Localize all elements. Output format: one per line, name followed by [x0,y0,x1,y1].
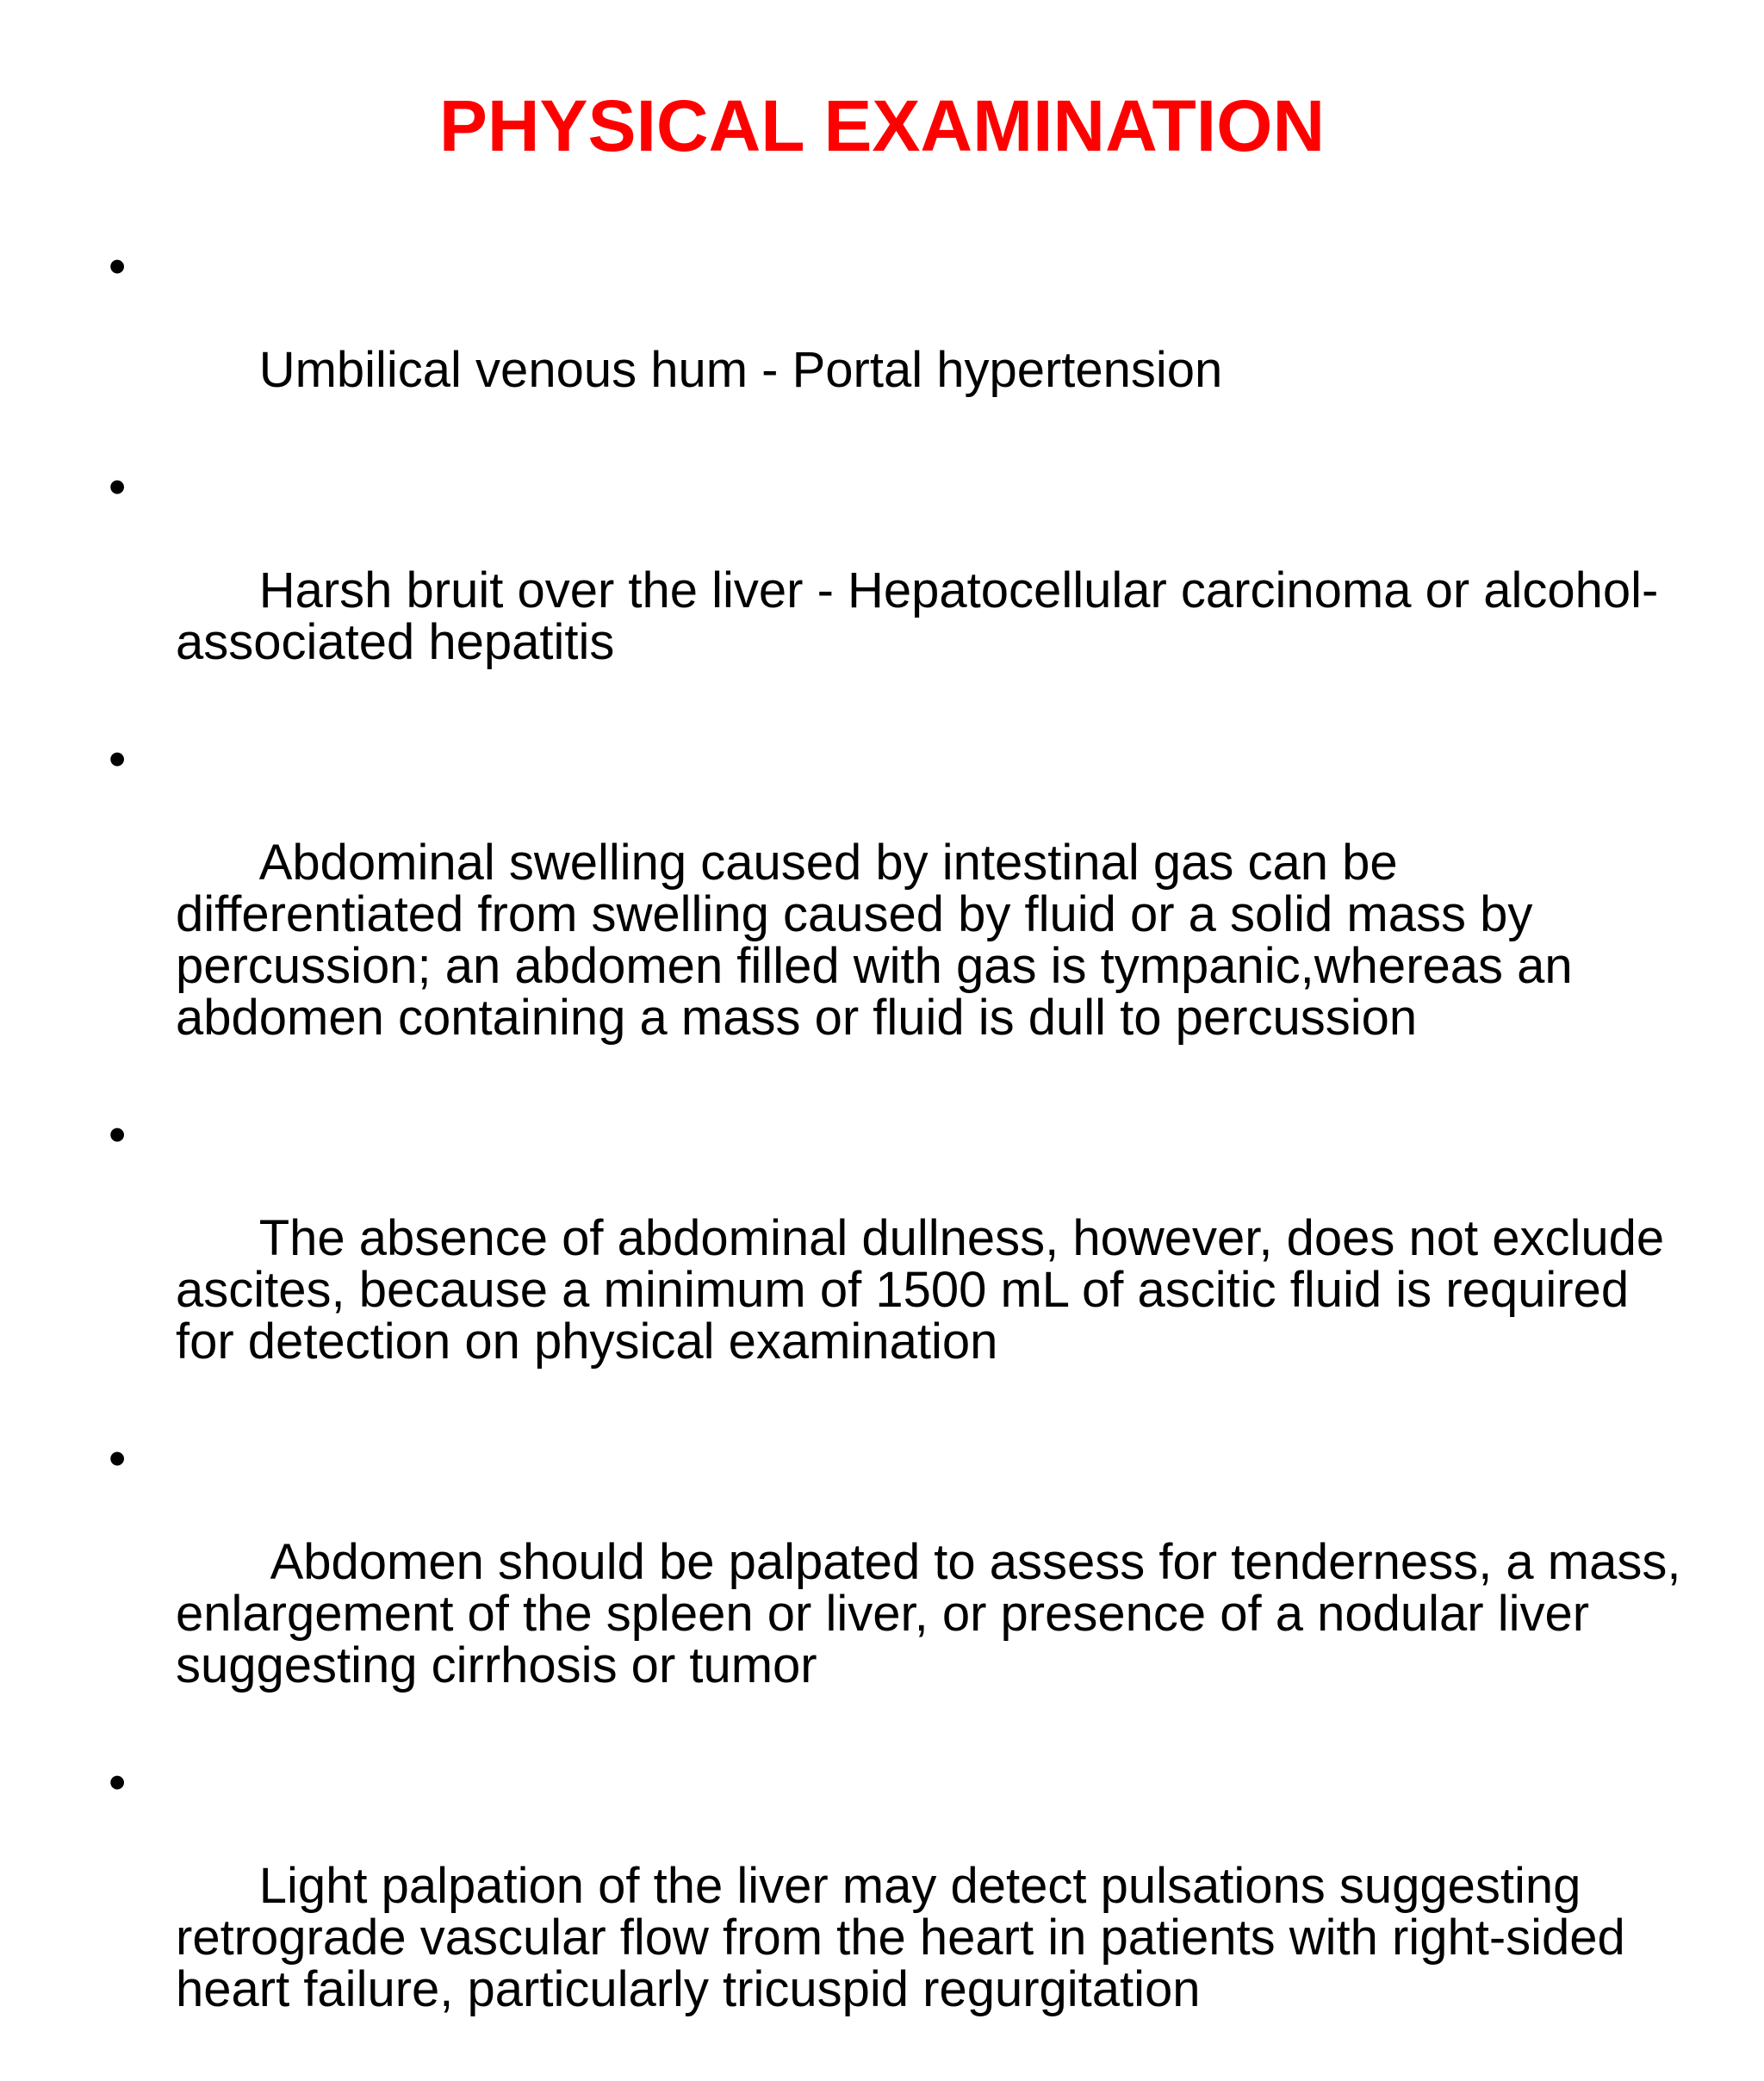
bullet-icon: • [109,1107,127,1163]
bullet-list [103,239,1695,2081]
bullet-text: Light palpation of the liver may detect pulsations suggesting retrograde vascular flow from the heart in patients with right-sided heart failure, particularly tricuspid regurgitation [176,1858,1639,2017]
bullet-icon: • [109,731,127,787]
bullet-text: The absence of abdominal dullness, however, does not exclude ascites, because a minimum of 1500 mL of ascitic fluid is required for detection on physical examination [176,1210,1679,1370]
bullet-text: Harsh bruit over the liver - Hepatocellular carcinoma or alcohol-associated hepatitis [176,562,1659,670]
list-item [103,1757,1688,2067]
bullet-text: Umbilical venous hum - Portal hypertension [258,342,1223,398]
bullet-text: Abdominal swelling caused by intestinal gas can be differentiated from swelling caused by fluid or a solid mass by percussion; an abdomen filled with gas is tympanic,whereas an abdomen containing a mass or fluid is dull to percussion [176,835,1587,1046]
list-item [103,731,1688,1096]
list-item [103,459,1688,720]
bullet-icon: • [109,1755,127,1811]
bullet-text: Abdomen should be palpated to assess for tenderness, a mass, enlargement of the spleen or liver, or presence of a nodular liver suggesting cirrhosis or tumor [176,1534,1695,1693]
slide-title: PHYSICAL EXAMINATION [438,85,1326,166]
list-item [103,1109,1688,1419]
bullet-icon: • [109,1431,127,1487]
list-item [103,1431,1695,1743]
bullet-icon: • [109,239,127,295]
list-item [103,241,1688,448]
bullet-icon: • [109,459,127,515]
